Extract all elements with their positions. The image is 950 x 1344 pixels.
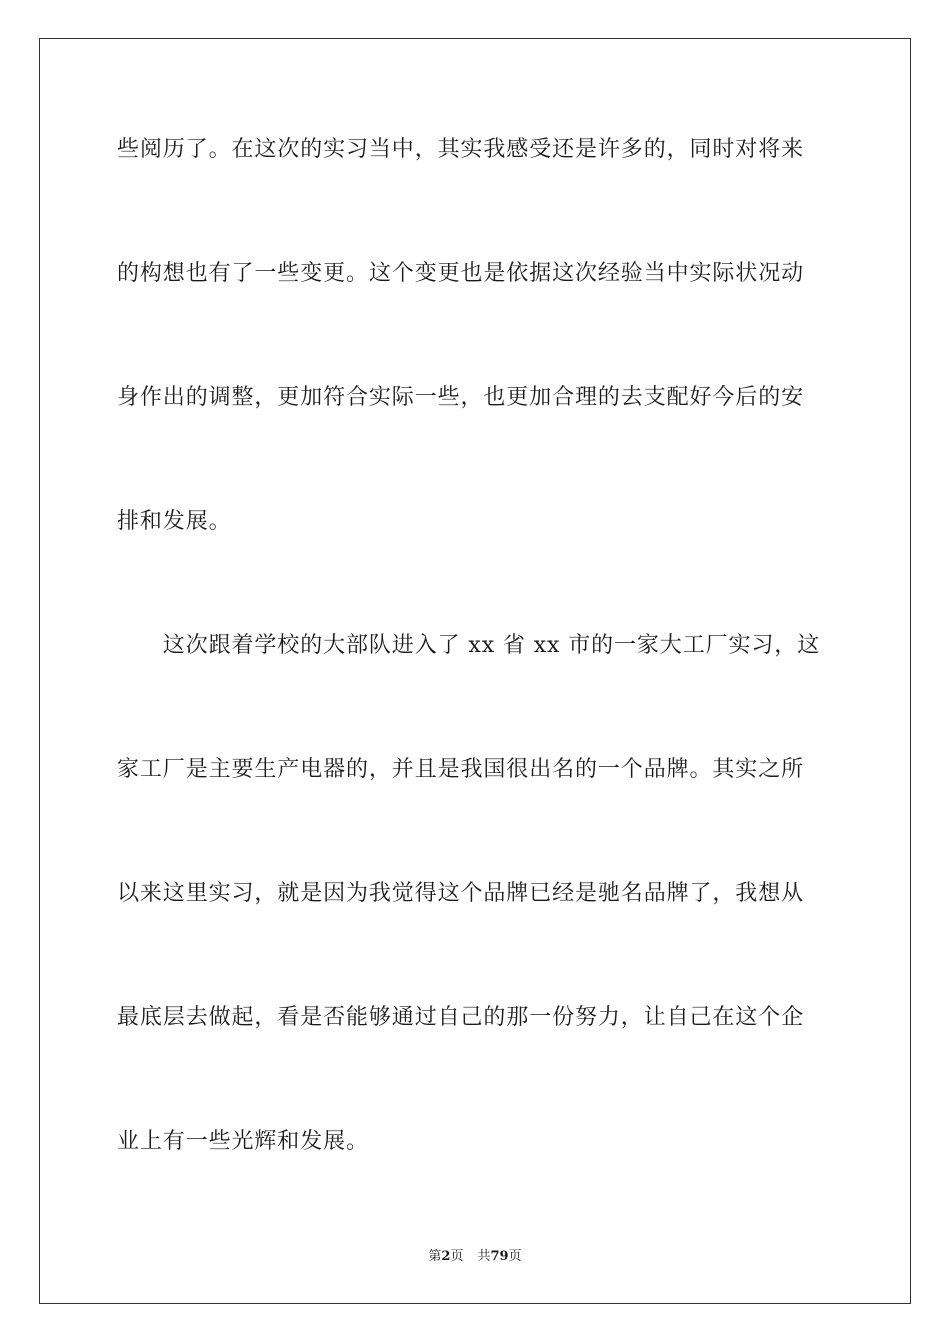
page-suffix: 页	[450, 1249, 464, 1264]
text-line: 家工厂是主要生产电器的，并且是我国很出名的一个品牌。其实之所	[117, 757, 805, 782]
page-footer	[0, 1248, 950, 1266]
page-number: 2	[441, 1249, 451, 1264]
text-line: 最底层去做起，看是否能够通过自己的那一份努力，让自己在这个企	[117, 1005, 805, 1030]
text-line: 业上有一些光辉和发展。	[117, 1129, 369, 1154]
text-line: 的构想也有了一些变更。这个变更也是依据这次经验当中实际状况动	[117, 261, 805, 286]
page-prefix: 第	[428, 1249, 442, 1264]
text-line: 些阅历了。在这次的实习当中，其实我感受还是许多的，同时对将来	[117, 137, 805, 162]
text-line: 身作出的调整，更加符合实际一些，也更加合理的去支配好今后的安	[117, 385, 805, 410]
total-prefix: 共	[477, 1249, 491, 1264]
page-frame	[39, 38, 911, 1304]
text-line: 这次跟着学校的大部队进入了 xx 省 xx 市的一家大工厂实习，这	[117, 633, 821, 658]
text-line: 以来这里实习，就是因为我觉得这个品牌已经是驰名品牌了，我想从	[117, 881, 805, 906]
total-pages: 79	[490, 1249, 509, 1264]
text-line: 排和发展。	[117, 509, 232, 534]
total-suffix: 页	[508, 1249, 522, 1264]
